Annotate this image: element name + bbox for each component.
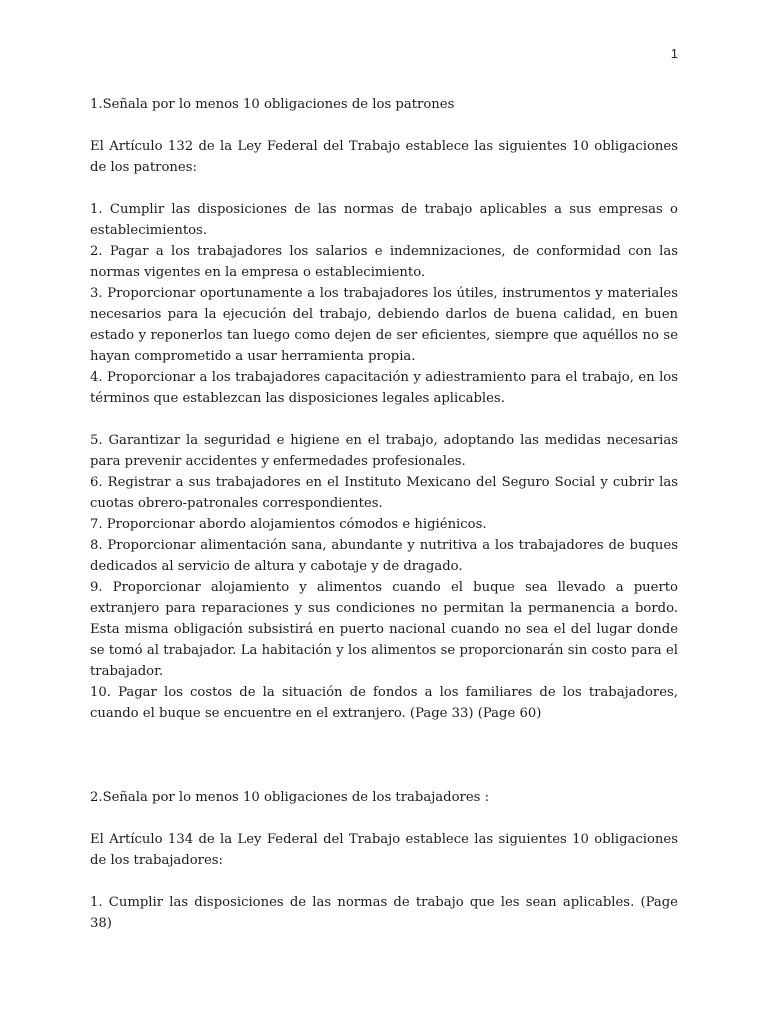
list-item: 7. Proporcionar abordo alojamientos cómodos e higiénicos. (90, 517, 487, 532)
list-item: 5. Garantizar la seguridad e higiene en el trabajo, adoptando las medidas necesarias para prevenir accidentes y enfermedades profesionales. (90, 433, 678, 469)
section-2-heading: 2.Señala por lo menos 10 obligaciones de los trabajadores : (90, 790, 490, 805)
list-item: 1. Cumplir las disposiciones de las normas de trabajo aplicables a sus empresas o establecimientos. (90, 202, 678, 238)
list-item: 1. Cumplir las disposiciones de las normas de trabajo que les sean aplicables. (Page 38) (90, 895, 678, 931)
document-body (90, 94, 678, 934)
section-1-intro: El Artículo 132 de la Ley Federal del Trabajo establece las siguientes 10 obligaciones de los patrones: (90, 139, 678, 175)
page-number: 1 (670, 46, 678, 61)
list-item: 4. Proporcionar a los trabajadores capacitación y adiestramiento para el trabajo, en los términos que establezcan las disposiciones legales aplicables. (90, 370, 678, 406)
list-item: 10. Pagar los costos de la situación de fondos a los familiares de los trabajadores, cuando el buque se encuentre en el extranjero. (Page 33) (Page 60) (90, 685, 678, 721)
section-2-intro: El Artículo 134 de la Ley Federal del Trabajo establece las siguientes 10 obligaciones de los trabajadores: (90, 832, 678, 868)
list-item: 8. Proporcionar alimentación sana, abundante y nutritiva a los trabajadores de buques dedicados al servicio de altura y cabotaje y de dragado. (90, 538, 678, 574)
list-item: 3. Proporcionar oportunamente a los trabajadores los útiles, instrumentos y materiales necesarios para la ejecución del trabajo, debiendo darlos de buena calidad, en buen estado y reponerlos tan luego como dejen de ser eficientes, siempre que aquéllos no se hayan comprometido a usar herramienta propia. (90, 286, 678, 364)
list-item: 9. Proporcionar alojamiento y alimentos cuando el buque sea llevado a puerto extranjero para reparaciones y sus condiciones no permitan la permanencia a bordo. Esta misma obligación subsistirá en puerto nacional cuando no sea el del lugar donde se tomó al trabajador. La habitación y los alimentos se proporcionarán sin costo para el trabajador. (90, 580, 678, 679)
list-item: 2. Pagar a los trabajadores los salarios e indemnizaciones, de conformidad con las normas vigentes en la empresa o establecimiento. (90, 244, 678, 280)
section-1-heading: 1.Señala por lo menos 10 obligaciones de los patrones (90, 97, 455, 112)
list-item: 6. Registrar a sus trabajadores en el Instituto Mexicano del Seguro Social y cubrir las cuotas obrero-patronales correspondientes. (90, 475, 678, 511)
